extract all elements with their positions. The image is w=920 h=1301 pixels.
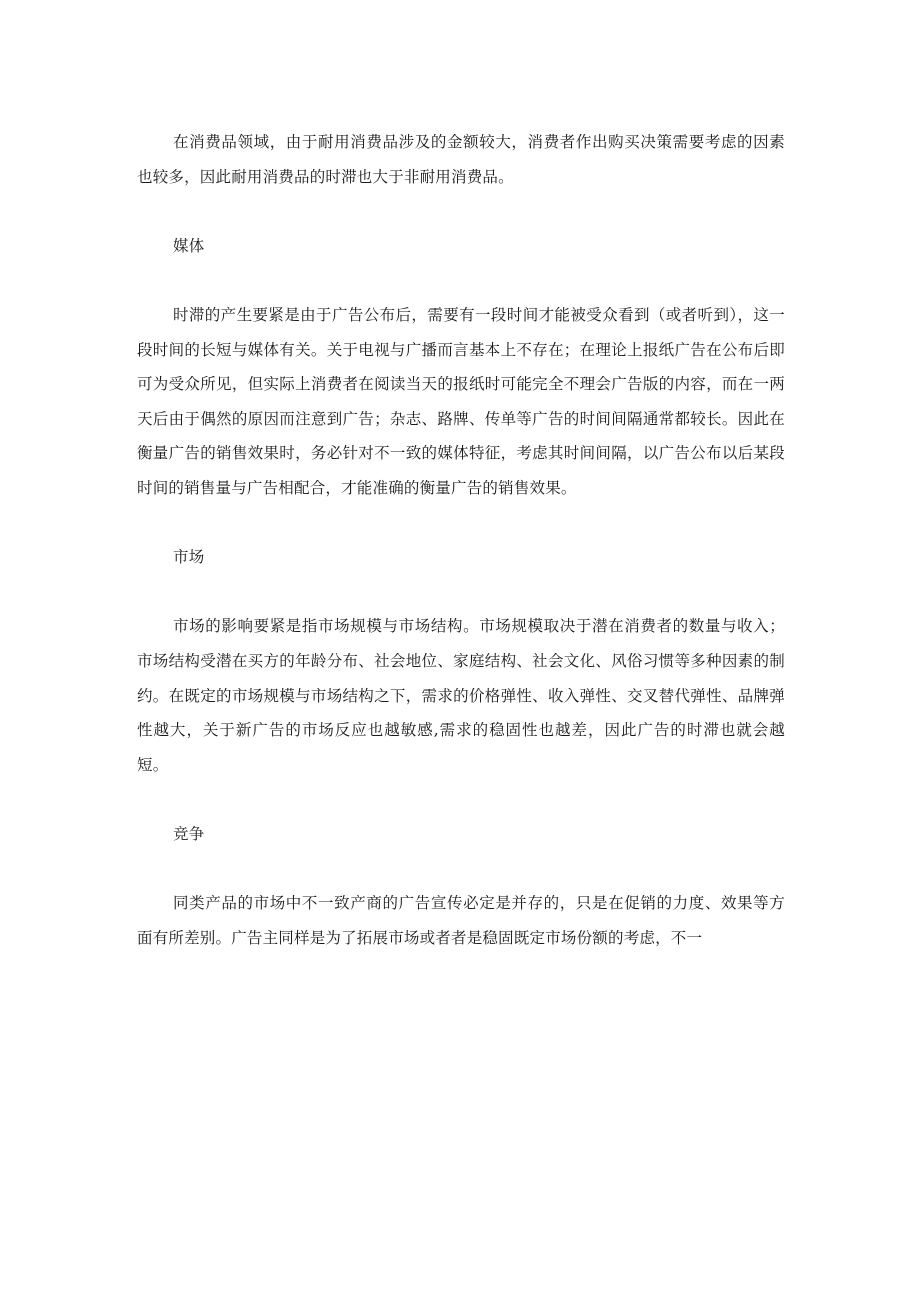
paragraph-gap [137, 194, 785, 229]
heading-market: 市场 [173, 548, 205, 567]
paragraph-gap [137, 506, 785, 541]
heading-competition: 竞争 [173, 824, 205, 843]
paragraph-gap [137, 782, 785, 817]
paragraph-durable-goods: 在消费品领域，由于耐用消费品涉及的金额较大，消费者作出购买决策需要考虑的因素也较多，因此耐用消费品的时滞也大于非耐用消费品。 [137, 133, 785, 186]
heading-media: 媒体 [173, 236, 205, 255]
paragraph-gap [137, 263, 785, 298]
paragraph-gap [137, 851, 785, 886]
paragraph-gap [137, 575, 785, 610]
paragraph-competition: 同类产品的市场中不一致产商的广告宣传必定是并存的，只是在促销的力度、效果等方面有所差别。广告主同样是为了拓展市场或者者是稳固既定市场份额的考虑，不一 [137, 894, 785, 947]
document-page [137, 125, 785, 955]
paragraph-market: 市场的影响要紧是指市场规模与市场结构。市场规模取决于潜在消费者的数量与收入；市场结构受潜在买方的年龄分布、社会地位、家庭结构、社会文化、风俗习惯等多种因素的制约。在既定的市场规模与市场结构之下，需求的价格弹性、收入弹性、交叉替代弹性、品牌弹性越大，关于新广告的市场反应也越敏感,需求的稳固性也越差，因此广告的时滞也就会越短。 [137, 617, 785, 774]
paragraph-media: 时滞的产生要紧是由于广告公布后，需要有一段时间才能被受众看到（或者听到），这一段时间的长短与媒体有关。关于电视与广播而言基本上不存在；在理论上报纸广告在公布后即可为受众所见，但实际上消费者在阅读当天的报纸时可能完全不理会广告版的内容，而在一两天后由于偶然的原因而注意到广告；杂志、路牌、传单等广告的时间间隔通常都较长。因此在衡量广告的销售效果时，务必针对不一致的媒体特征，考虑其时间间隔，以广告公布以后某段时间的销售量与广告相配合，才能准确的衡量广告的销售效果。 [137, 305, 785, 497]
